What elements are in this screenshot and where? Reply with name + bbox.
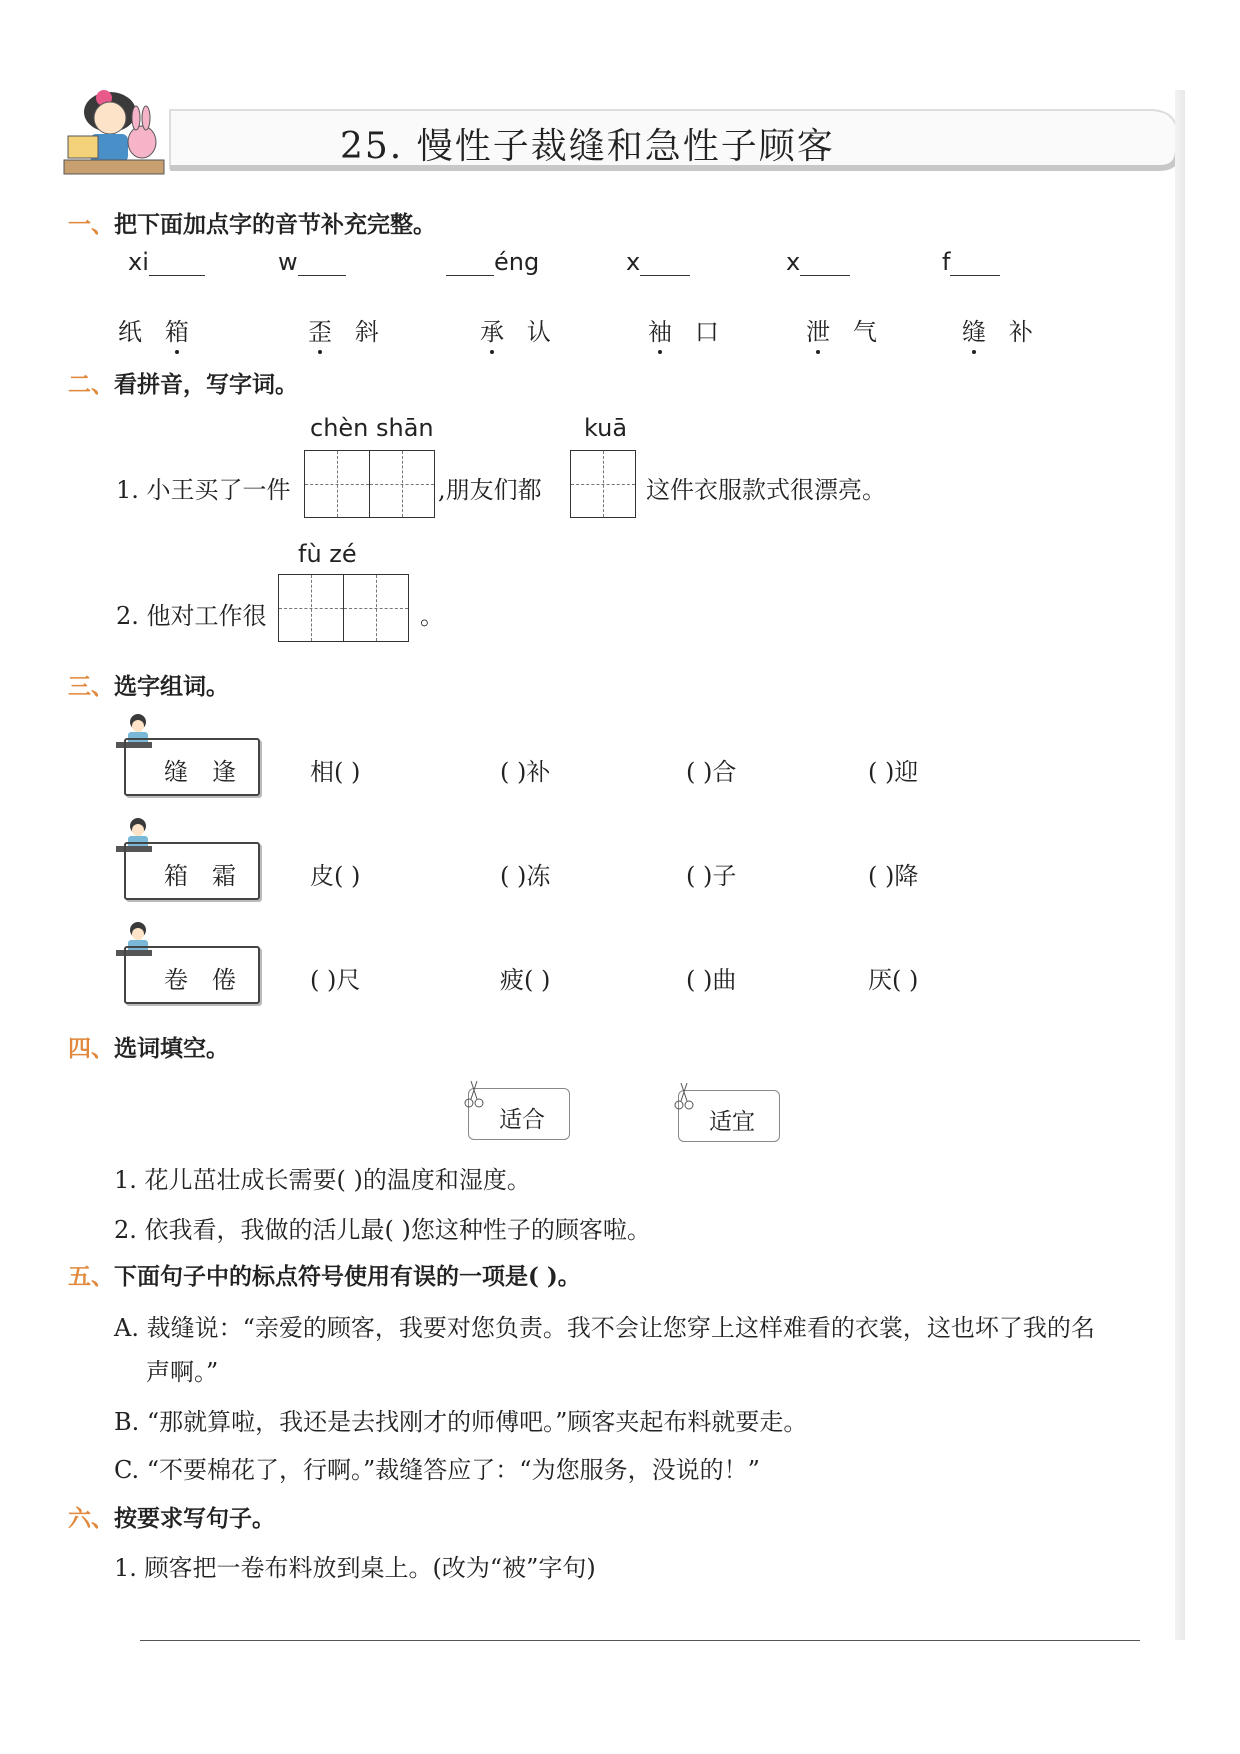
q2-2-text-a: 2. 他对工作很	[116, 602, 267, 630]
section-6-heading: 六、按要求写句子。	[68, 1505, 275, 1532]
writing-grid-kua[interactable]	[570, 450, 636, 518]
footer-rule	[140, 1640, 1140, 1641]
pinyin-chenshan: chèn shān	[310, 414, 434, 442]
compound-1-3[interactable]: ( )合	[686, 758, 737, 786]
option-c[interactable]: C. “不要棉花了，行啊。”裁缝答应了：“为您服务，没说的！”	[114, 1456, 760, 1484]
page-edge	[1175, 90, 1185, 1640]
word-2: 歪 斜	[308, 318, 379, 346]
pinyin-blank-2[interactable]: w	[278, 248, 346, 276]
pinyin-blank-5[interactable]: x	[786, 248, 850, 276]
word-card-2: 适宜	[678, 1090, 780, 1142]
compound-1-4[interactable]: ( )迎	[868, 758, 919, 786]
compound-1-1[interactable]: 相( )	[310, 758, 361, 786]
pinyin-blank-3[interactable]: éng	[446, 248, 539, 276]
compound-2-1[interactable]: 皮( )	[310, 862, 361, 890]
section-2-heading: 二、看拼音，写字词。	[68, 371, 298, 398]
option-a-line2: 声啊。”	[146, 1358, 219, 1386]
pinyin-kua: kuā	[584, 414, 628, 442]
section-5-heading: 五、下面句子中的标点符号使用有误的一项是( )。	[68, 1263, 581, 1290]
pinyin-blank-1[interactable]: xi	[128, 248, 205, 276]
compound-1-2[interactable]: ( )补	[500, 758, 551, 786]
page-title: 25. 慢性子裁缝和急性子顾客	[340, 126, 835, 167]
word-4: 袖 口	[648, 318, 719, 346]
pinyin-blank-4[interactable]: x	[626, 248, 690, 276]
compound-3-1[interactable]: ( )尺	[310, 966, 361, 994]
scissors-icon	[463, 1079, 485, 1109]
q4-2[interactable]: 2. 依我看，我做的活儿最( )您这种性子的顾客啦。	[114, 1216, 651, 1244]
q6-1: 1. 顾客把一卷布料放到桌上。(改为“被”字句)	[114, 1554, 596, 1582]
option-b[interactable]: B. “那就算啦，我还是去找刚才的师傅吧。”顾客夹起布料就要走。	[114, 1408, 808, 1436]
word-5: 泄 气	[806, 318, 877, 346]
writing-grid-fuze[interactable]	[278, 574, 409, 642]
reading-girl-illustration	[64, 90, 164, 174]
section-4-heading: 四、选词填空。	[68, 1035, 229, 1062]
compound-3-4[interactable]: 厌( )	[868, 966, 919, 994]
choice-box-1: 缝逢	[124, 738, 260, 796]
scissors-icon	[673, 1081, 695, 1111]
pinyin-blank-6[interactable]: f	[942, 248, 1000, 276]
q2-2-text-b: 。	[420, 602, 444, 630]
word-card-1: 适合	[468, 1088, 570, 1140]
compound-3-3[interactable]: ( )曲	[686, 966, 737, 994]
compound-2-2[interactable]: ( )冻	[500, 862, 551, 890]
q2-1-text-a: 1. 小王买了一件	[116, 476, 291, 504]
compound-2-4[interactable]: ( )降	[868, 862, 919, 890]
q4-1[interactable]: 1. 花儿茁壮成长需要( )的温度和湿度。	[114, 1166, 531, 1194]
q2-1-text-b: ,朋友们都	[438, 476, 542, 504]
writing-grid-chenshan[interactable]	[304, 450, 435, 518]
word-1: 纸 箱	[118, 318, 189, 346]
section-3-heading: 三、选字组词。	[68, 673, 229, 700]
compound-3-2[interactable]: 疲( )	[500, 966, 551, 994]
compound-2-3[interactable]: ( )子	[686, 862, 737, 890]
section-1-heading: 一、把下面加点字的音节补充完整。	[68, 211, 436, 238]
option-a-line1[interactable]: A. 裁缝说：“亲爱的顾客，我要对您负责。我不会让您穿上这样难看的衣裳，这也坏了我的名	[114, 1314, 1095, 1342]
pinyin-fuze: fù zé	[298, 540, 357, 568]
choice-box-2: 箱霜	[124, 842, 260, 900]
q2-1-text-c: 这件衣服款式很漂亮。	[646, 476, 886, 504]
choice-box-3: 卷倦	[124, 946, 260, 1004]
word-6: 缝 补	[962, 318, 1033, 346]
word-3: 承 认	[480, 318, 551, 346]
